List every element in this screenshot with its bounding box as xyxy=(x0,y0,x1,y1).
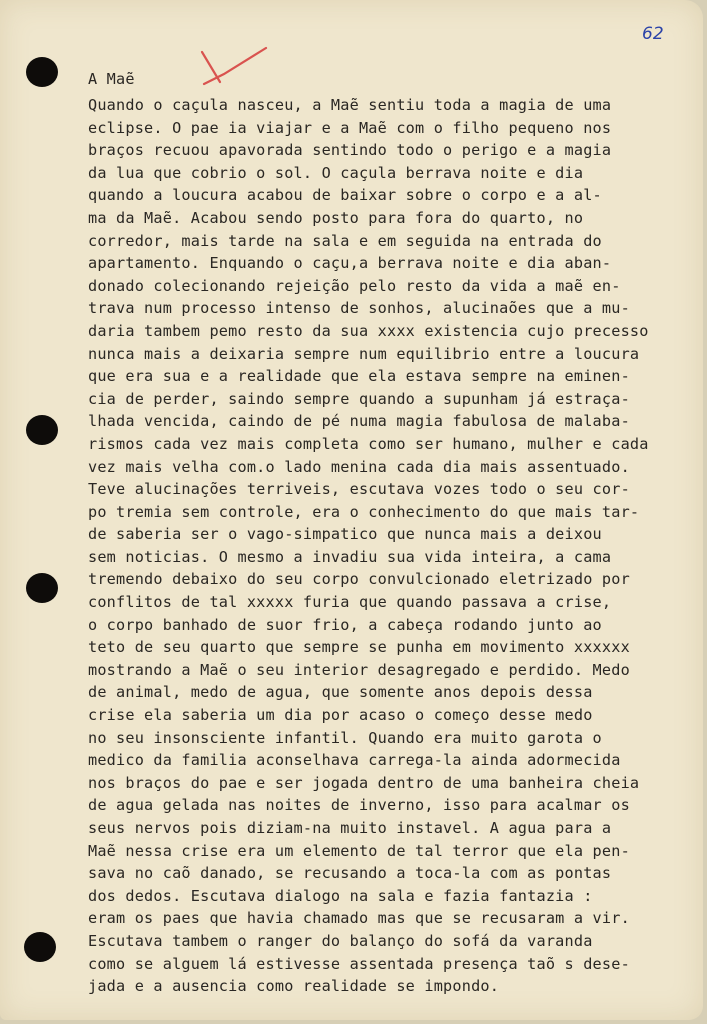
text-line: daria tambem pemo resto da sua xxxx existencia cujo precesso xyxy=(88,321,649,340)
text-line: no seu insonsciente infantil. Quando era muito garota o xyxy=(88,728,602,747)
text-line: como se alguem lá estivesse assentada presença taõ s dese- xyxy=(88,954,630,973)
text-line: sava no caõ danado, se recusando a toca-la com as pontas xyxy=(88,864,612,883)
text-line: tremendo debaixo do seu corpo convulcionado eletrizado por xyxy=(88,570,630,589)
text-line: de agua gelada nas noites de inverno, isso para acalmar os xyxy=(88,796,630,815)
text-line: Escutava tambem o ranger do balanço do sofá da varanda xyxy=(88,931,593,950)
text-line: po tremia sem controle, era o conhecimento do que mais tar- xyxy=(88,502,640,521)
text-line: de animal, medo de agua, que somente anos depois dessa xyxy=(88,683,593,702)
punch-hole-2 xyxy=(26,415,58,445)
text-line: crise ela saberia um dia por acaso o começo desse medo xyxy=(88,706,593,725)
text-line: cia de perder, saindo sempre quando a supunham já estraça- xyxy=(88,389,630,408)
red-pencil-mark-icon xyxy=(196,40,276,90)
text-line: medico da familia aconselhava carrega-la ainda adormecida xyxy=(88,751,621,770)
text-line: ma da Maẽ. Acabou sendo posto para fora do quarto, no xyxy=(88,208,584,227)
punch-hole-4 xyxy=(24,932,56,962)
text-line: vez mais velha com.o lado menina cada dia mais assentuado. xyxy=(88,457,630,476)
text-line: seus nervos pois diziam-na muito instavel. A agua para a xyxy=(88,819,612,837)
text-line: eram os paes que havia chamado mas que se recusaram a vir. xyxy=(88,909,630,928)
text-line: jada e a ausencia como realidade se impondo. xyxy=(88,977,500,996)
typed-text-body xyxy=(88,94,694,998)
punch-hole-1 xyxy=(26,57,58,87)
text-line: que era sua e a realidade que ela estava sempre na eminen- xyxy=(88,367,630,386)
page-title: A Maẽ xyxy=(88,70,135,88)
text-line: eclipse. O pae ia viajar e a Maẽ com o filho pequeno nos xyxy=(88,118,612,137)
text-line: nos braços do pae e ser jogada dentro de uma banheira cheia xyxy=(88,773,640,792)
text-line: lhada vencida, caindo de pé numa magia fabulosa de malaba- xyxy=(88,412,630,431)
text-line: o corpo banhado de suor frio, a cabeça rodando junto ao xyxy=(88,615,602,634)
text-line: trava num processo intenso de sonhos, alucinaões que a mu- xyxy=(88,299,630,318)
text-line: sem noticias. O mesmo a invadiu sua vida inteira, a cama xyxy=(88,547,612,566)
text-line: quando a loucura acabou de baixar sobre o corpo e a al- xyxy=(88,186,602,205)
text-line: donado colecionando rejeição pelo resto da vida a maẽ en- xyxy=(88,276,621,295)
text-line: Maẽ nessa crise era um elemento de tal terror que ela pen- xyxy=(88,841,630,860)
text-line: Quando o caçula nasceu, a Maẽ sentiu toda a magia de uma xyxy=(88,96,612,114)
text-line: braços recuou apavorada sentindo todo o perigo e a magia xyxy=(88,141,612,160)
page-number: 62 xyxy=(642,24,664,44)
text-line: Teve alucinações terriveis, escutava vozes todo o seu cor- xyxy=(88,480,630,499)
text-line: dos dedos. Escutava dialogo na sala e fazia fantazia : xyxy=(88,886,593,905)
text-line: mostrando a Maẽ o seu interior desagregado e perdido. Medo xyxy=(88,660,630,679)
text-line: apartamento. Enquando o caçu,a berrava noite e dia aban- xyxy=(88,254,612,273)
text-line: rismos cada vez mais completa como ser humano, mulher e cada xyxy=(88,434,649,453)
text-line: da lua que cobrio o sol. O caçula berrava noite e dia xyxy=(88,163,584,182)
text-line: conflitos de tal xxxxx furia que quando passava a crise, xyxy=(88,593,612,612)
text-line: teto de seu quarto que sempre se punha em movimento xxxxxx xyxy=(88,638,630,657)
text-line: de saberia ser o vago-simpatico que nunca mais a deixou xyxy=(88,525,602,544)
punch-hole-3 xyxy=(26,573,58,603)
text-line: nunca mais a deixaria sempre num equilibrio entre a loucura xyxy=(88,344,640,363)
text-line: corredor, mais tarde na sala e em seguida na entrada do xyxy=(88,231,602,250)
